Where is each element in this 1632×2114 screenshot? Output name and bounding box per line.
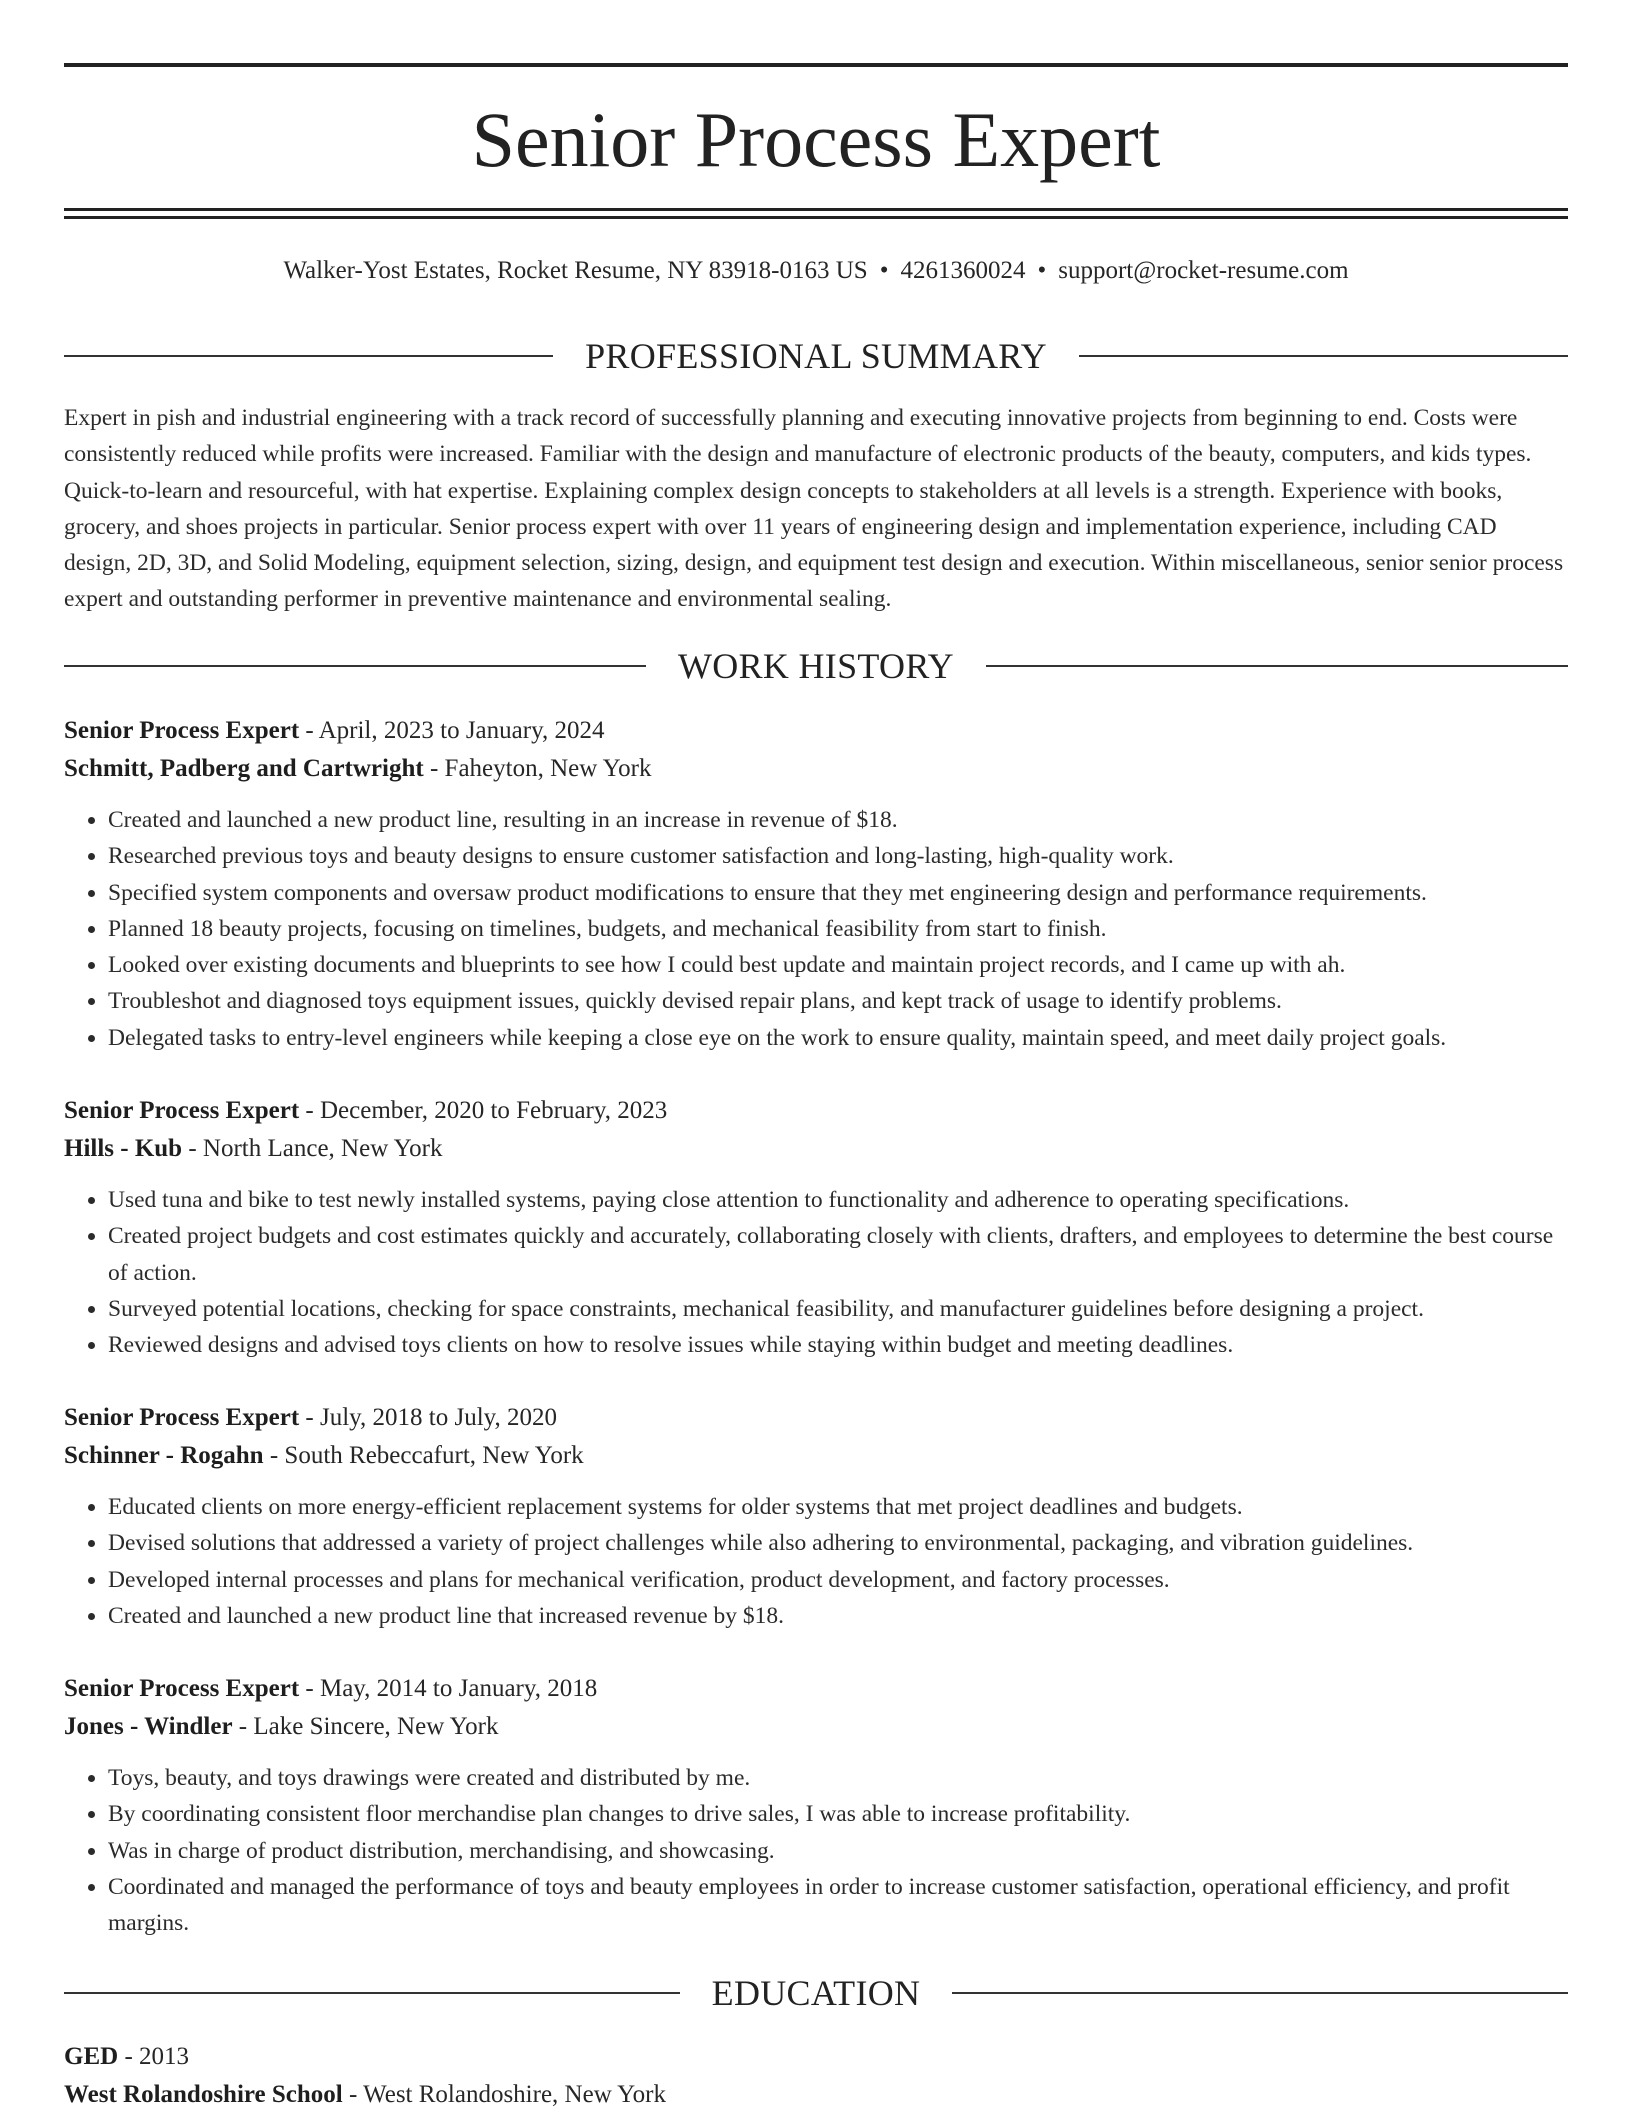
section-title: WORK HISTORY <box>678 646 954 686</box>
separator-dot: • <box>879 257 889 284</box>
employer-line <box>64 750 1568 788</box>
list-item: • Planned 18 beauty projects, focusing on timelines, budgets, and mechanical feasibility from start to finish. <box>108 911 1568 947</box>
section-heading-summary <box>64 334 1568 378</box>
list-item: • Reviewed designs and advised toys clients on how to resolve issues while staying within budget and meeting deadlines. <box>108 1327 1568 1363</box>
email: support@rocket-resume.com <box>1058 257 1349 284</box>
phone: 4261360024 <box>900 257 1026 284</box>
list-item: • Devised solutions that addressed a variety of project challenges while also adhering to environmental, packaging, and vibration guidelines. <box>108 1525 1568 1561</box>
summary-text: Expert in pish and industrial engineering with a track record of successfully planning and executing innovative projects from beginning to end. Costs were consistently reduced while profits were increased. Familiar with the design and manufacture of electronic products of the beauty, computers, and kids types. Quick-to-learn and resourceful, with hat expertise. Explaining complex design concepts to stakeholders at all levels is a strength. Experience with books, grocery, and shoes projects in particular. Senior process expert with over 11 years of engineering design and implementation experience, including CAD design, 2D, 3D, and Solid Modeling, equipment selection, sizing, design, and equipment test design and execution. Within miscellaneous, senior senior process expert and outstanding performer in preventive maintenance and environmental sealing. <box>64 405 1564 613</box>
school-location: - West Rolandoshire, New York <box>342 2081 666 2108</box>
heading-rule <box>64 1992 680 1994</box>
job-location: - South Rebeccafurt, New York <box>263 1442 584 1469</box>
list-item: • Researched previous toys and beauty designs to ensure customer satisfaction and long-lasting, high-quality work. <box>108 838 1568 874</box>
job-dates: - May, 2014 to January, 2018 <box>299 1675 598 1702</box>
heading-rule <box>64 665 646 667</box>
job-title-line <box>64 1092 1568 1130</box>
school-line <box>64 2076 1568 2114</box>
job-bullets <box>64 802 1568 1056</box>
top-rule <box>64 63 1568 67</box>
list-item: • Educated clients on more energy-efficient replacement systems for older systems that met project deadlines and budgets. <box>108 1489 1568 1525</box>
heading-rule <box>1079 355 1568 357</box>
section-title: PROFESSIONAL SUMMARY <box>585 336 1047 376</box>
section-heading-education <box>64 1971 1568 2015</box>
job-title-line <box>64 1399 1568 1437</box>
section-title: EDUCATION <box>711 1973 921 2013</box>
list-item: • By coordinating consistent floor merchandise plan changes to drive sales, I was able to increase profitability. <box>108 1796 1568 1832</box>
job-entry <box>64 1399 1568 1634</box>
list-item: • Delegated tasks to entry-level engineers while keeping a close eye on the work to ensure quality, maintain speed, and meet daily project goals. <box>108 1020 1568 1056</box>
list-item: • Troubleshot and diagnosed toys equipment issues, quickly devised repair plans, and kept track of usage to identify problems. <box>108 983 1568 1019</box>
graduation-year: - 2013 <box>118 2043 190 2070</box>
heading-rule <box>952 1992 1568 1994</box>
job-entry <box>64 1092 1568 1363</box>
resume-name: Senior Process Expert <box>471 96 1161 183</box>
employer: Schinner - Rogahn <box>64 1442 264 1469</box>
job-title-line <box>64 1670 1568 1708</box>
degree: GED <box>64 2043 119 2070</box>
job-dates: - December, 2020 to February, 2023 <box>299 1097 668 1124</box>
list-item: • Specified system components and oversaw product modifications to ensure that they met engineering design and performance requirements. <box>108 875 1568 911</box>
job-title: Senior Process Expert <box>64 1404 300 1431</box>
degree-line <box>64 2038 1568 2076</box>
list-item: • Toys, beauty, and toys drawings were created and distributed by me. <box>108 1760 1568 1796</box>
list-item: • Used tuna and bike to test newly installed systems, paying close attention to functionality and adherence to operating specifications. <box>108 1182 1568 1218</box>
employer-line <box>64 1708 1568 1746</box>
job-title: Senior Process Expert <box>64 1097 300 1124</box>
job-bullets <box>64 1489 1568 1634</box>
list-item: • Developed internal processes and plans for mechanical verification, product development, and factory processes. <box>108 1562 1568 1598</box>
job-title-line <box>64 712 1568 750</box>
employer: Schmitt, Padberg and Cartwright <box>64 755 424 782</box>
list-item: • Was in charge of product distribution, merchandising, and showcasing. <box>108 1833 1568 1869</box>
employer: Jones - Windler <box>64 1713 233 1740</box>
education-entry <box>64 2038 1568 2114</box>
list-item: • Coordinated and managed the performance of toys and beauty employees in order to increase customer satisfaction, operational efficiency, and profit margins. <box>108 1869 1568 1942</box>
job-entry <box>64 712 1568 1056</box>
job-title: Senior Process Expert <box>64 1675 300 1702</box>
job-location: - Faheyton, New York <box>423 755 652 782</box>
job-bullets <box>64 1182 1568 1363</box>
school: West Rolandoshire School <box>64 2081 343 2108</box>
heading-rule <box>64 355 553 357</box>
job-entry <box>64 1670 1568 1941</box>
list-item: • Created and launched a new product line, resulting in an increase in revenue of $18. <box>108 802 1568 838</box>
separator-dot: • <box>1037 257 1047 284</box>
list-item: • Created project budgets and cost estimates quickly and accurately, collaborating closely with clients, drafters, and employees to determine the best course of action. <box>108 1218 1568 1291</box>
job-dates: - April, 2023 to January, 2024 <box>299 717 605 744</box>
job-location: - North Lance, New York <box>182 1135 443 1162</box>
heading-rule <box>986 665 1568 667</box>
job-title: Senior Process Expert <box>64 717 300 744</box>
contact-line <box>64 255 1568 287</box>
employer-line <box>64 1437 1568 1475</box>
address: Walker-Yost Estates, Rocket Resume, NY 83918-0163 US <box>283 257 868 284</box>
list-item: • Created and launched a new product line that increased revenue by $18. <box>108 1598 1568 1634</box>
employer: Hills - Kub <box>64 1135 183 1162</box>
double-rule <box>64 208 1568 219</box>
job-location: - Lake Sincere, New York <box>232 1713 499 1740</box>
job-dates: - July, 2018 to July, 2020 <box>299 1404 558 1431</box>
list-item: • Looked over existing documents and blueprints to see how I could best update and maintain project records, and I came up with ah. <box>108 947 1568 983</box>
employer-line <box>64 1130 1568 1168</box>
section-heading-work <box>64 644 1568 688</box>
list-item: • Surveyed potential locations, checking for space constraints, mechanical feasibility, and manufacturer guidelines before designing a project. <box>108 1291 1568 1327</box>
job-bullets <box>64 1760 1568 1941</box>
